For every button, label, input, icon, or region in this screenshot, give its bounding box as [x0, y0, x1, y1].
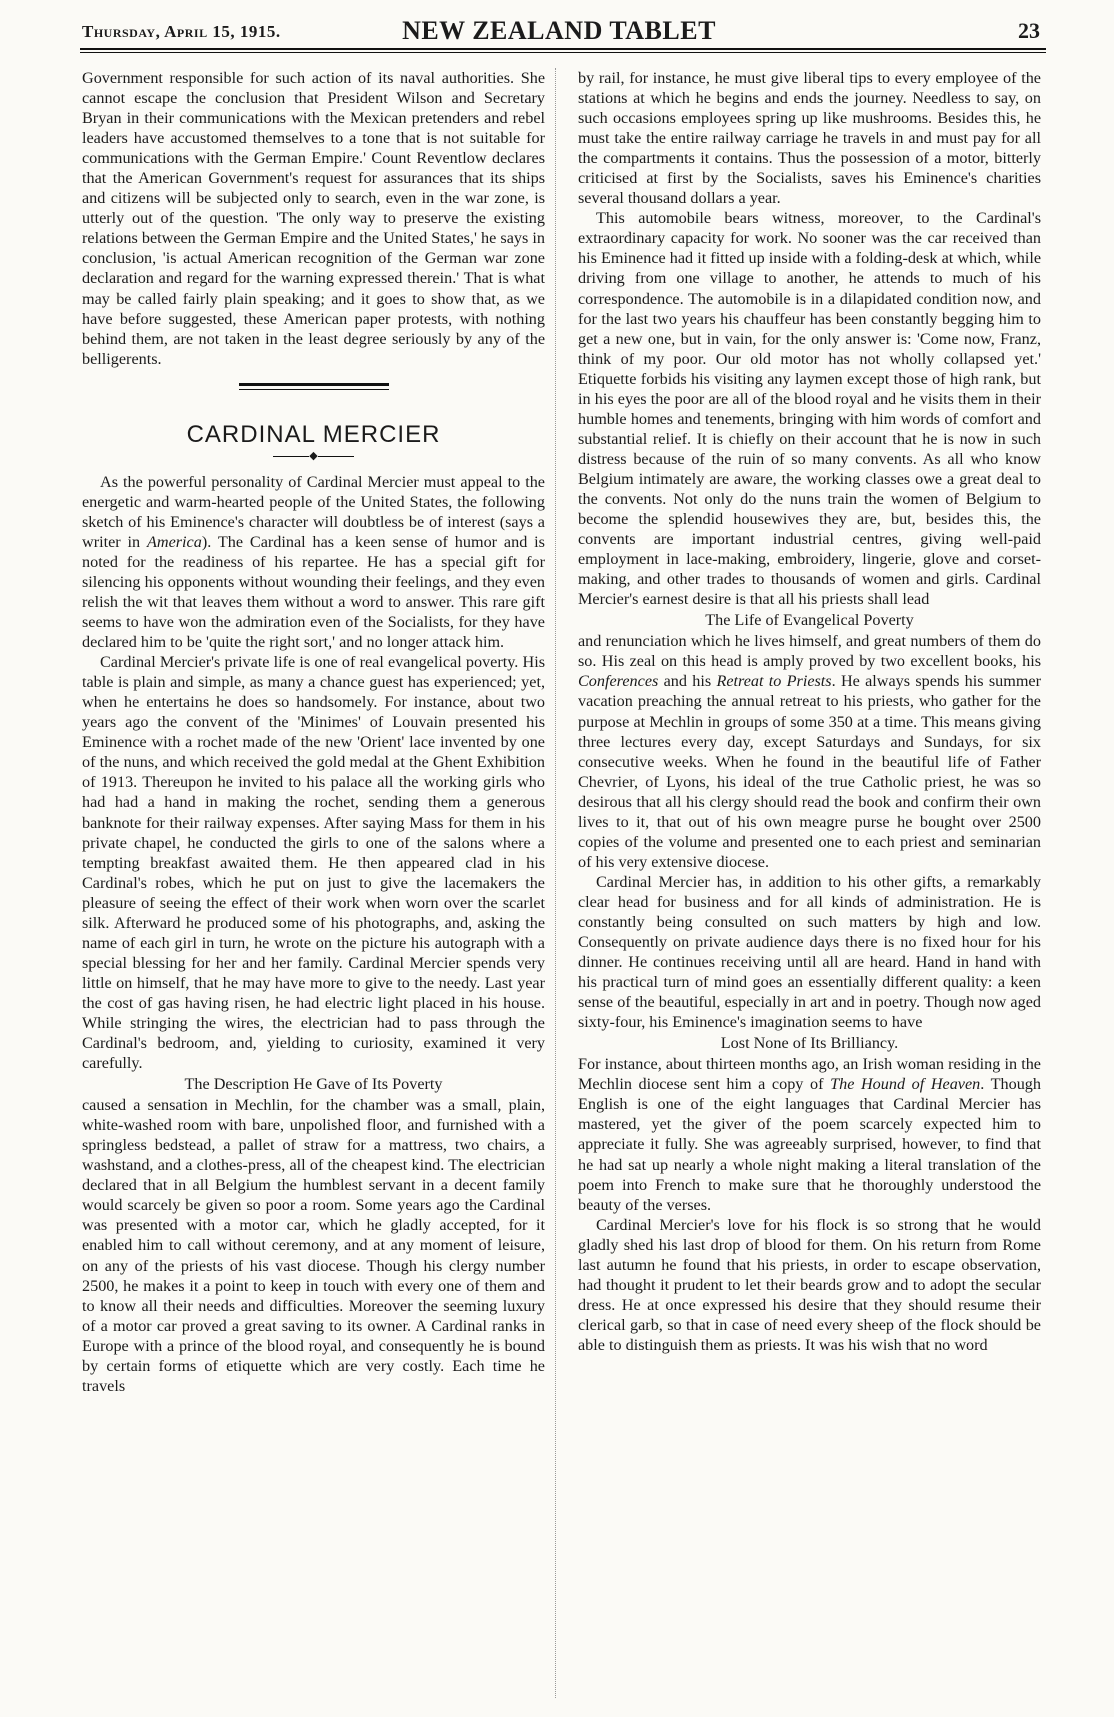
masthead — [72, 14, 1046, 44]
subheading-description: The Description He Gave of Its Poverty — [184, 1075, 443, 1094]
article-paragraph-7: Cardinal Mercier has, in addition to his other gifts, a remarkably clear head for business and for all kinds of administration. He is constantly being consulted on such matters by high and low. Consequently on private audience days there is no fixed hour for his dinner. He continues receiving until all are heard. Hand in hand with his practical turn of mind goes an essentially different quality: a keen sense of the beautiful, especially in art and in poetry. Though now aged sixty-four, his Eminence's imagination seems to have — [578, 872, 1041, 1032]
article-paragraph-8: For instance, about thirteen months ago, an Irish woman residing in the Mechlin diocese sent him a copy of The Hound of Heaven. Though English is one of the eight languages that Cardinal Mercier has mastered, yet the giver of the poem scarcely expected him to appreciate it fully. She was agreeably surprised, however, to find that he had sat up nearly a whole night making a literal translation of the poem into French to make sure that he thoroughly understood the beauty of the verses. — [578, 1055, 1041, 1214]
article-paragraph-1: As the powerful personality of Cardinal Mercier must appeal to the energetic and warm-hearted people of the United States, the following sketch of his Eminence's character will doubtless be of interest (says a writer in America). The Cardinal has a keen sense of humor and is noted for the readiness of his repartee. He has a special gift for silencing his opponents without wounding their feelings, and they even relish the wit that leaves them without a word to answer. This rare gift seems to have won the admiration even of the Socialists, for they have declared him to be 'quite the right sort,' and no longer attack him. — [82, 472, 545, 652]
article-paragraph-3: caused a sensation in Mechlin, for the chamber was a small, plain, white-washed room with bare, unpolished floor, and furnished with a springless bedstead, a pallet of straw for a mattress, two chairs, a washstand, and a clothes-press, all of the cheapest kind. The electrician declared that in all Belgium the humblest servant in a decent family would scarcely be given so poor a room. Some years ago the Cardinal was presented with a motor car, which he gladly accepted, for it enabled him to call without ceremony, and at any moment of leisure, on any of the priests of his vast diocese. Though his clergy number 2500, he makes it a point to keep in touch with every one of them and to know all their needs and difficulties. Moreover the seeming luxury of a motor car proved a great saving to its owner. A Cardinal ranks in Europe with a prince of the blood royal, and consequently he is bound by certain forms of etiquette which are very costly. Each time he travels — [82, 1096, 545, 1395]
column-divider — [555, 68, 556, 1698]
article-paragraph-2: Cardinal Mercier's private life is one of real evangelical poverty. His table is plain and simple, as many a chance guest has experienced; yet, when he entertains he does so handsomely. For instance, about two years ago the convent of the 'Minimes' of Louvain presented his Eminence with a rochet made of the new 'Orient' lace invented by one of the nuns, and which received the gold medal at the Ghent Exhibition of 1913. Thereupon he invited to his palace all the working girls who had had a hand in making the rochet, sending them a generous banknote for their railway expenses. After saying Mass for them in his private chapel, he conducted the girls to one of the salons where a tempting breakfast awaited them. He then appeared clad in his Cardinal's robes, which he put on just to give the lacemakers the pleasure of seeing the effect of their work when worn over the scarlet silk. Afterward he produced some of his photographs, and, asking the name of each girl in turn, he wrote on the picture his autograph with a special blessing for her and her family. Cardinal Mercier spends very little on himself, that he may have more to give to the needy. Last year the cost of gas having risen, he had electric light placed in his house. While stringing the wires, the electrician had to pass through the Cardinal's bedroom, and, yielding to curiosity, examined it very carefully. — [82, 653, 545, 1073]
book-title-conferences: Conferences — [578, 672, 659, 691]
left-column — [82, 68, 545, 1396]
masthead-rule — [80, 48, 1046, 50]
subheading-brilliancy: Lost None of Its Brilliancy. — [720, 1034, 899, 1053]
page-number: 23 — [1018, 18, 1040, 43]
article-headline: CARDINAL MERCIER — [186, 420, 441, 448]
issue-date: Thursday, April 15, 1915. — [82, 22, 281, 41]
article-paragraph-4: by rail, for instance, he must give liberal tips to every employee of the stations at which he begins and ends the journey. Needless to say, on such occasions employees spring up like mushrooms. Besides this, he must take the entire railway carriage he travels in and must pay for all the compartments it contains. Thus the possession of a motor, bitterly criticised at first by the Socialists, saves his Eminence's charities several thousand dollars a year. — [578, 69, 1041, 208]
subheading-evangelical-poverty: The Life of Evangelical Poverty — [705, 611, 914, 630]
headline-ornament: ◆ — [82, 451, 545, 462]
source-title: America — [147, 532, 202, 551]
article-paragraph-9: Cardinal Mercier's love for his flock is so strong that he would gladly shed his last drop of blood for them. On his return from Rome last autumn he found that his priests, in order to escape observation, had thought it prudent to let their beards grow and to adopt the secular dress. He at once expressed his desire that they should resume their clerical garb, so that in case of need every sheep of the flock should be able to distinguish them as priests. It was his wish that no word — [578, 1215, 1041, 1354]
publication-title: NEW ZEALAND TABLET — [402, 16, 716, 45]
section-separator — [239, 383, 389, 390]
article-paragraph-6: and renunciation which he lives himself, and great numbers of them do so. His zeal on this head is amply proved by two excellent books, his Conferences and his Retreat to Priests. He always spends his summer vacation preaching the annual retreat to his priests, who gather for the purpose at Mechlin in groups of some 350 at a time. This means giving three lectures every day, except Saturdays and Sundays, for six consecutive weeks. When he found in the beautiful life of Father Chevrier, of Lyons, his ideal of the true Catholic priest, he was so desirous that all his clergy should read the book and confirm their own lives to it, that out of his own meagre purse he bought over 2500 copies of the volume and presented one to each priest and seminarian of his very extensive diocese. — [578, 632, 1041, 871]
intro-paragraph: Government responsible for such action of its naval authorities. She cannot escape the conclusion that President Wilson and Secretary Bryan in their communications with the Mexican pretenders and rebel leaders have accustomed themselves to a tone that is not suitable for communications with the German Empire.' Count Reventlow declares that the American Government's request for assurances that its ships and citizens will be subjected only to search, even in the war zone, is utterly out of the question. 'The only way to preserve the existing relations between the German Empire and the United States,' he says in conclusion, 'is actual American recognition of the German war zone declaration and regard for the warning expressed therein.' That is what may be called fairly plain speaking; and it goes to show that, as we have before suggested, these American paper protests, with nothing behind them, are not taken in the least degree seriously by any of the belligerents. — [82, 69, 545, 368]
article-paragraph-5: This automobile bears witness, moreover, to the Cardinal's extraordinary capacity for work. No sooner was the car received than his Eminence had it fitted up inside with a folding-desk at which, while driving from one village to another, he attends to much of his correspondence. The automobile is in a dilapidated condition now, and for the last two years his chauffeur has been constantly begging him to get a new one, but in vain, for the only answer is: 'Come now, Franz, think of my poor. Our old motor has not wholly collapsed yet.' Etiquette forbids his visiting any laymen except those of high rank, but in his eyes the poor are all of the blood royal and he visits them in their humble homes and tenements, bringing with him words of comfort and substantial relief. It is chiefly on their account that he is now in such distress because of the ruin of so many convents. As all who know Belgium intimately are aware, the working classes owe a great deal to the convents. Not only do the nuns train the women of Belgium to become the splendid housewives they are, but, besides this, the convents are important industrial centres, giving well-paid employment in lace-making, embroidery, lingerie, glove and corset-making, and other trades to thousands of women and girls. Cardinal Mercier's earnest desire is that all his priests shall lead — [578, 209, 1041, 609]
right-column — [578, 68, 1041, 1355]
book-title-retreat: Retreat to Priests — [716, 672, 832, 691]
poem-title: The Hound of Heaven — [830, 1075, 981, 1094]
masthead-rule-thin — [80, 52, 1046, 53]
